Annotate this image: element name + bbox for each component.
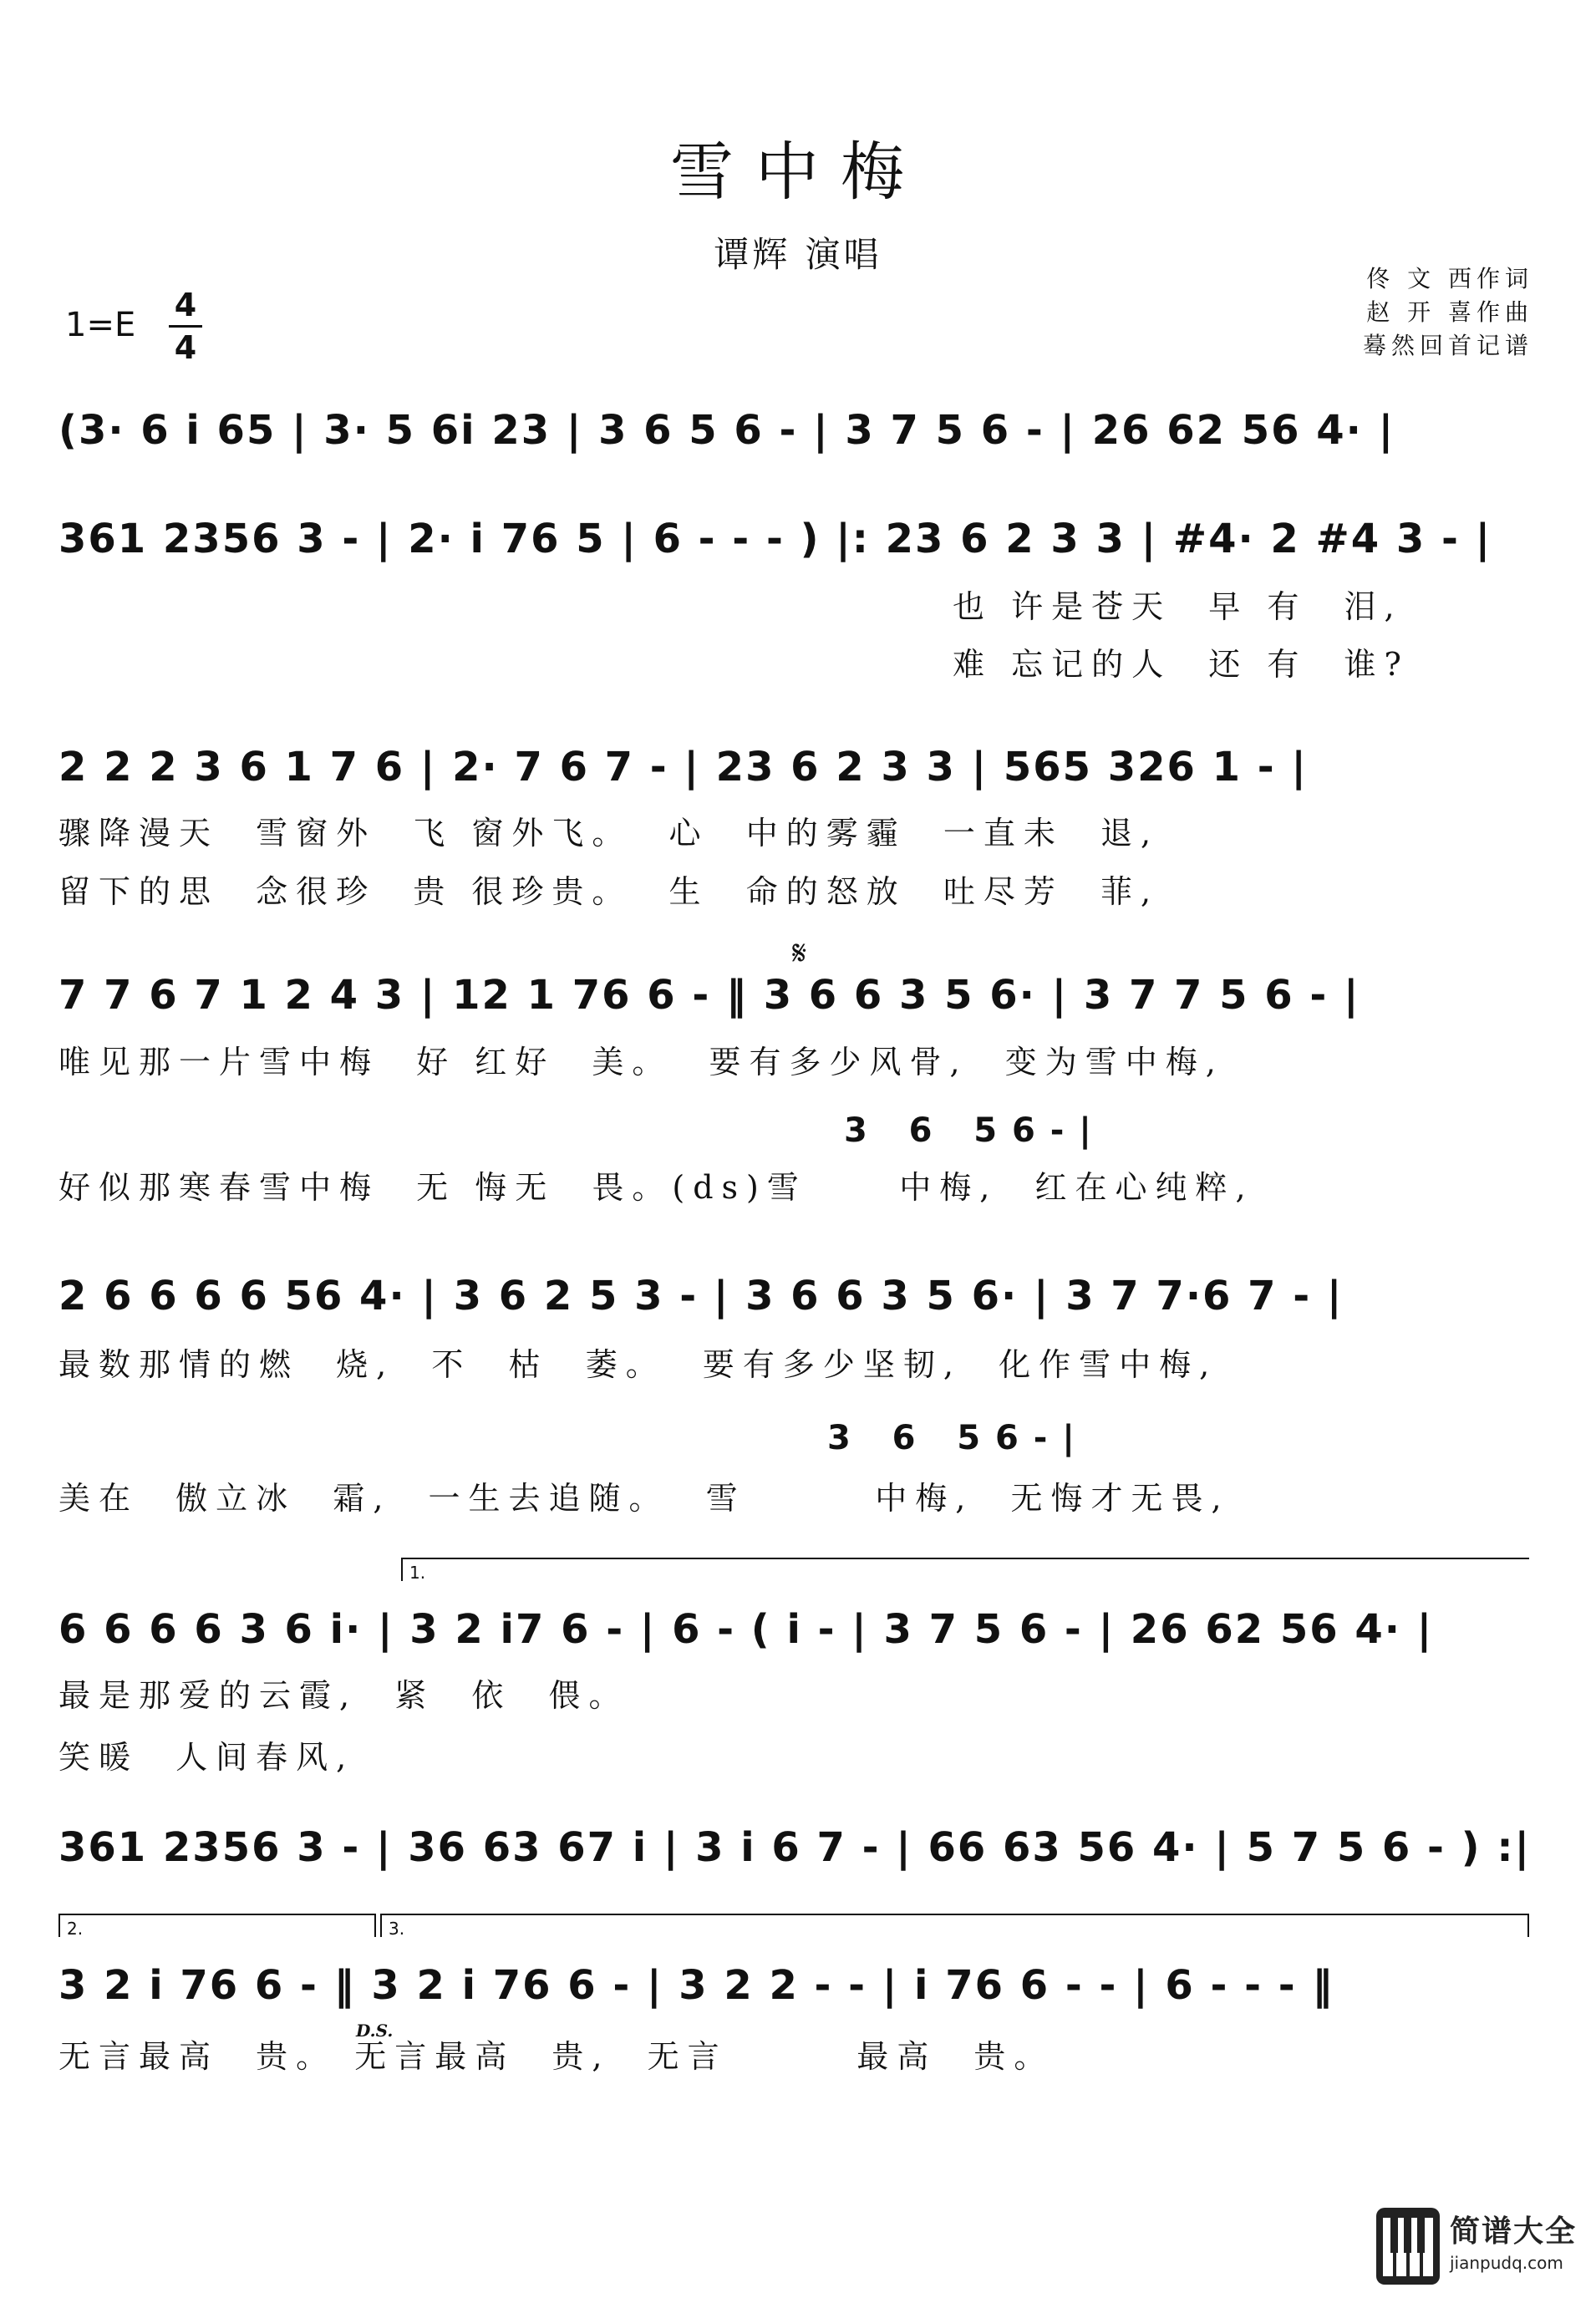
music-line: (3· 6 i 65 | 3· 5 6i 23 | 3 6 5 6 - | 3 7 5 6 - | 26 62 56 4· | — [58, 407, 1395, 454]
music-line: 2 6 6 6 6 56 4· | 3 6 2 5 3 - | 3 6 6 3 5 6· | 3 7 7·6 7 - | — [58, 1273, 1344, 1319]
time-signature — [169, 287, 202, 366]
transcriber-credit: 蓦然回首记谱 — [1362, 332, 1533, 359]
music-line: 3 6 5 6 - | — [844, 1111, 1093, 1150]
meter-top: 4 — [174, 287, 197, 323]
volta-bracket-start — [401, 1558, 403, 1581]
singer-credit: 谭辉 演唱 — [714, 234, 882, 275]
lyric-line: 也 许是苍天 早 有 泪, — [953, 588, 1403, 625]
watermark-site-name: 简谱大全 — [1450, 2214, 1578, 2249]
music-line: 361 2356 3 - | 36 63 67 i | 3 i 6 7 - | 66 63 56 4· | 5 7 5 6 - ) :| — [58, 1824, 1532, 1871]
music-line: 361 2356 3 - | 2· i 76 5 | 6 - - - ) |: 23 6 2 3 3 | #4· 2 #4 3 - | — [58, 516, 1492, 562]
volta-label: 2. — [67, 1919, 84, 1939]
lyric-line: 好似那寒春雪中梅 无 悔无 畏。(ds)雪 中梅, 红在心纯粹, — [58, 1169, 1254, 1206]
watermark-url: jianpudq.com — [1450, 2253, 1563, 2273]
lyric-line: 无言最高 贵。 无言最高 贵, 无言 最高 贵。 — [58, 2038, 1055, 2075]
segno-sign: 𝄋 — [792, 934, 807, 973]
lyric-line: 最数那情的燃 烧, 不 枯 萎。 要有多少坚韧, 化作雪中梅, — [58, 1346, 1218, 1383]
music-line: 3 2 i 76 6 - ‖ 3 2 i 76 6 - | 3 2 2 - - | i 76 6 - - | 6 - - - ‖ — [58, 1962, 1334, 2009]
meter-divider — [169, 325, 202, 328]
lyricist-credit: 佟 文 西作词 — [1366, 265, 1533, 292]
music-line: 3 6 5 6 - | — [827, 1419, 1076, 1457]
music-line: 6 6 6 6 3 6 i· | 3 2 i7 6 - | 6 - ( i - | 3 7 5 6 - | 26 62 56 4· | — [58, 1606, 1434, 1653]
lyric-line: 留下的思 念很珍 贵 很珍贵。 生 命的怒放 吐尽芳 菲, — [58, 873, 1160, 910]
song-title: 雪中梅 — [670, 135, 926, 209]
lyric-line: 美在 傲立冰 霜, 一生去追随。 雪 中梅, 无悔才无畏, — [58, 1480, 1230, 1517]
composer-credit: 赵 开 喜作曲 — [1366, 298, 1533, 326]
piano-keys-icon — [1375, 2206, 1441, 2286]
volta-label: 3. — [389, 1919, 405, 1939]
volta-bracket-line — [58, 1914, 376, 1915]
volta-bracket-end — [374, 1914, 376, 1937]
lyric-line: 唯见那一片雪中梅 好 红好 美。 要有多少风骨, 变为雪中梅, — [58, 1044, 1224, 1080]
music-line: 7 7 6 7 1 2 4 3 | 12 1 76 6 - ‖ 3 6 6 3 5 6· | 3 7 7 5 6 - | — [58, 972, 1360, 1019]
volta-bracket-line — [401, 1558, 1529, 1559]
volta-bracket-line — [380, 1914, 1529, 1915]
volta-label: 1. — [409, 1563, 426, 1583]
lyric-line: 笑暖 人间春风, — [58, 1739, 355, 1776]
ds-mark: D.S. — [356, 2021, 394, 2041]
key-signature: 1=E — [65, 306, 136, 344]
volta-bracket-start — [58, 1914, 60, 1937]
site-watermark — [1375, 2204, 1579, 2288]
lyric-line: 骤降漫天 雪窗外 飞 窗外飞。 心 中的雾霾 一直未 退, — [58, 815, 1160, 852]
lyric-line: 最是那爱的云霞, 紧 依 偎。 — [58, 1677, 629, 1714]
volta-bracket-start — [380, 1914, 382, 1937]
volta-bracket-end — [1527, 1914, 1529, 1937]
meter-bottom: 4 — [174, 329, 197, 366]
lyric-line: 难 忘记的人 还 有 谁? — [953, 646, 1410, 683]
music-line: 2 2 2 3 6 1 7 6 | 2· 7 6 7 - | 23 6 2 3 3 | 565 326 1 - | — [58, 744, 1308, 791]
